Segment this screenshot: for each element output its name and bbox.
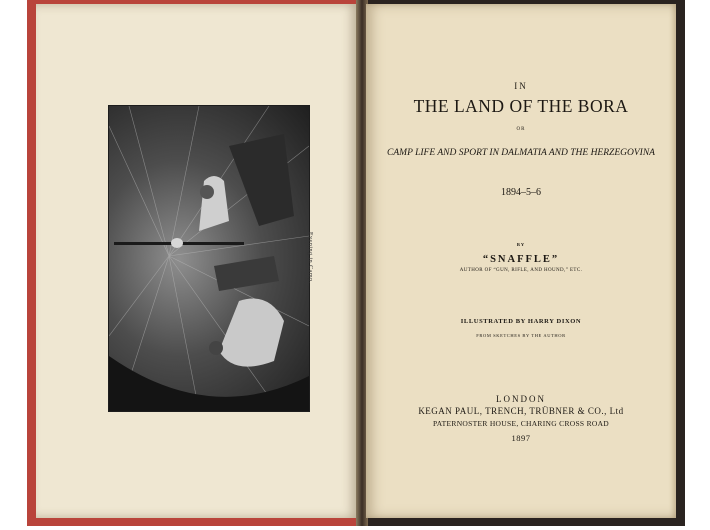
book-dates: 1894–5–6 bbox=[501, 187, 541, 198]
sketches-credit: FROM SKETCHES BY THE AUTHOR bbox=[476, 333, 566, 338]
publication-year: 1897 bbox=[511, 433, 531, 443]
author-name: “SNAFFLE” bbox=[482, 254, 560, 265]
publisher-name: KEGAN PAUL, TRENCH, TRÜBNER & CO., Ltd bbox=[418, 406, 624, 416]
author-credits: AUTHOR OF “GUN, RIFLE, AND HOUND,” ETC. bbox=[459, 268, 583, 273]
title-or: OR bbox=[516, 127, 526, 132]
publisher-address: PATERNOSTER HOUSE, CHARING CROSS ROAD bbox=[432, 419, 610, 428]
byline-label: BY bbox=[516, 242, 526, 247]
book-title: THE LAND OF THE BORA bbox=[413, 96, 629, 116]
illustrator-credit: ILLUSTRATED BY HARRY DIXON bbox=[460, 318, 582, 325]
book-subtitle: CAMP LIFE AND SPORT IN DALMATIA AND THE HERZEGOVINA bbox=[387, 148, 655, 158]
publisher-city: LONDON bbox=[496, 394, 546, 404]
title-prefix: IN bbox=[514, 81, 528, 91]
frontispiece-illustration bbox=[108, 105, 310, 412]
frontispiece-caption: Evening in Camp. bbox=[307, 232, 313, 284]
tent-interior-engraving bbox=[109, 106, 309, 411]
